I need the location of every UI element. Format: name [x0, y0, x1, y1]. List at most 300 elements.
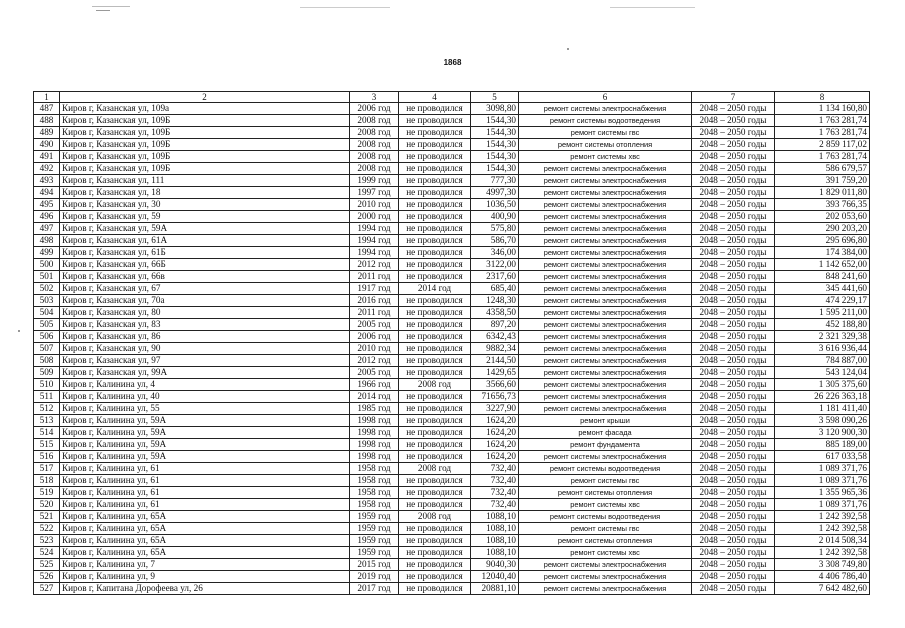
- work-type-cell: ремонт системы электроснабжения: [519, 163, 692, 175]
- work-type-cell: ремонт системы водоотведения: [519, 463, 692, 475]
- last-repair-cell: не проводился: [399, 451, 471, 463]
- build-year-cell: 2016 год: [350, 295, 399, 307]
- area-cell: 777,30: [471, 175, 519, 187]
- build-year-cell: 1958 год: [350, 499, 399, 511]
- row-number-cell: 523: [34, 535, 60, 547]
- cost-cell: 3 308 749,80: [775, 559, 870, 571]
- period-cell: 2048 – 2050 годы: [692, 103, 775, 115]
- period-cell: 2048 – 2050 годы: [692, 475, 775, 487]
- address-cell: Киров г, Казанская ул, 109Б: [60, 115, 350, 127]
- area-cell: 1544,30: [471, 163, 519, 175]
- work-type-cell: ремонт системы хвс: [519, 151, 692, 163]
- scan-speck: [18, 330, 20, 332]
- area-cell: 732,40: [471, 463, 519, 475]
- last-repair-cell: не проводился: [399, 235, 471, 247]
- table-row: [34, 487, 870, 499]
- table-row: [34, 283, 870, 295]
- last-repair-cell: не проводился: [399, 211, 471, 223]
- address-cell: Киров г, Казанская ул, 109а: [60, 103, 350, 115]
- build-year-cell: 1966 год: [350, 379, 399, 391]
- address-cell: Киров г, Казанская ул, 109Б: [60, 163, 350, 175]
- cost-cell: 1 763 281,74: [775, 151, 870, 163]
- area-cell: 732,40: [471, 475, 519, 487]
- area-cell: 346,00: [471, 247, 519, 259]
- build-year-cell: 1994 год: [350, 235, 399, 247]
- last-repair-cell: не проводился: [399, 271, 471, 283]
- work-type-cell: ремонт системы электроснабжения: [519, 199, 692, 211]
- table-row: [34, 307, 870, 319]
- period-cell: 2048 – 2050 годы: [692, 535, 775, 547]
- address-cell: Киров г, Калинина ул, 65А: [60, 547, 350, 559]
- row-number-cell: 517: [34, 463, 60, 475]
- table-row: [34, 367, 870, 379]
- cost-cell: 784 887,00: [775, 355, 870, 367]
- period-cell: 2048 – 2050 годы: [692, 487, 775, 499]
- work-type-cell: ремонт системы водоотведения: [519, 115, 692, 127]
- work-type-cell: ремонт системы отопления: [519, 139, 692, 151]
- work-type-cell: ремонт системы электроснабжения: [519, 247, 692, 259]
- cost-cell: 1 763 281,74: [775, 115, 870, 127]
- address-cell: Киров г, Казанская ул, 83: [60, 319, 350, 331]
- period-cell: 2048 – 2050 годы: [692, 163, 775, 175]
- work-type-cell: ремонт крыши: [519, 415, 692, 427]
- period-cell: 2048 – 2050 годы: [692, 295, 775, 307]
- table-row: [34, 127, 870, 139]
- work-type-cell: ремонт системы отопления: [519, 487, 692, 499]
- header-cell: 1: [34, 92, 60, 103]
- cost-cell: 391 759,20: [775, 175, 870, 187]
- table-row: [34, 415, 870, 427]
- address-cell: Киров г, Калинина ул, 65А: [60, 535, 350, 547]
- work-type-cell: ремонт системы электроснабжения: [519, 331, 692, 343]
- row-number-cell: 524: [34, 547, 60, 559]
- table-row: [34, 199, 870, 211]
- row-number-cell: 499: [34, 247, 60, 259]
- cost-cell: 2 859 117,02: [775, 139, 870, 151]
- row-number-cell: 501: [34, 271, 60, 283]
- row-number-cell: 508: [34, 355, 60, 367]
- address-cell: Киров г, Казанская ул, 86: [60, 331, 350, 343]
- address-cell: Киров г, Казанская ул, 61А: [60, 235, 350, 247]
- work-type-cell: ремонт системы электроснабжения: [519, 175, 692, 187]
- last-repair-cell: не проводился: [399, 367, 471, 379]
- cost-cell: 1 305 375,60: [775, 379, 870, 391]
- table-row: [34, 331, 870, 343]
- last-repair-cell: не проводился: [399, 151, 471, 163]
- last-repair-cell: не проводился: [399, 103, 471, 115]
- work-type-cell: ремонт системы электроснабжения: [519, 355, 692, 367]
- table-row: [34, 463, 870, 475]
- area-cell: 6342,43: [471, 331, 519, 343]
- work-type-cell: ремонт системы гвс: [519, 475, 692, 487]
- work-type-cell: ремонт системы электроснабжения: [519, 403, 692, 415]
- build-year-cell: 1985 год: [350, 403, 399, 415]
- period-cell: 2048 – 2050 годы: [692, 415, 775, 427]
- area-cell: 1088,10: [471, 511, 519, 523]
- row-number-cell: 491: [34, 151, 60, 163]
- cost-cell: 26 226 363,18: [775, 391, 870, 403]
- header-cell: 8: [775, 92, 870, 103]
- area-cell: 1088,10: [471, 535, 519, 547]
- row-number-cell: 509: [34, 367, 60, 379]
- work-type-cell: ремонт системы электроснабжения: [519, 295, 692, 307]
- row-number-cell: 490: [34, 139, 60, 151]
- area-cell: 1429,65: [471, 367, 519, 379]
- table-row: [34, 187, 870, 199]
- period-cell: 2048 – 2050 годы: [692, 451, 775, 463]
- build-year-cell: 1958 год: [350, 475, 399, 487]
- period-cell: 2048 – 2050 годы: [692, 175, 775, 187]
- table-row: [34, 151, 870, 163]
- build-year-cell: 2006 год: [350, 103, 399, 115]
- work-type-cell: ремонт системы водоотведения: [519, 511, 692, 523]
- cost-cell: 202 053,60: [775, 211, 870, 223]
- address-cell: Киров г, Казанская ул, 109Б: [60, 151, 350, 163]
- row-number-cell: 526: [34, 571, 60, 583]
- cost-cell: 586 679,57: [775, 163, 870, 175]
- area-cell: 1088,10: [471, 523, 519, 535]
- period-cell: 2048 – 2050 годы: [692, 307, 775, 319]
- work-type-cell: ремонт системы электроснабжения: [519, 367, 692, 379]
- last-repair-cell: не проводился: [399, 415, 471, 427]
- address-cell: Киров г, Казанская ул, 67: [60, 283, 350, 295]
- last-repair-cell: не проводился: [399, 535, 471, 547]
- cost-cell: 3 120 900,30: [775, 427, 870, 439]
- period-cell: 2048 – 2050 годы: [692, 379, 775, 391]
- row-number-cell: 505: [34, 319, 60, 331]
- last-repair-cell: не проводился: [399, 547, 471, 559]
- area-cell: 1036,50: [471, 199, 519, 211]
- cost-cell: 2 321 329,38: [775, 331, 870, 343]
- period-cell: 2048 – 2050 годы: [692, 391, 775, 403]
- area-cell: 1624,20: [471, 451, 519, 463]
- last-repair-cell: не проводился: [399, 115, 471, 127]
- area-cell: 1248,30: [471, 295, 519, 307]
- work-type-cell: ремонт системы электроснабжения: [519, 283, 692, 295]
- period-cell: 2048 – 2050 годы: [692, 127, 775, 139]
- last-repair-cell: не проводился: [399, 343, 471, 355]
- address-cell: Киров г, Калинина ул, 4: [60, 379, 350, 391]
- address-cell: Киров г, Калинина ул, 65А: [60, 523, 350, 535]
- last-repair-cell: 2008 год: [399, 463, 471, 475]
- cost-cell: 1 829 011,80: [775, 187, 870, 199]
- table-row: [34, 175, 870, 187]
- last-repair-cell: не проводился: [399, 139, 471, 151]
- build-year-cell: 1958 год: [350, 463, 399, 475]
- area-cell: 3566,60: [471, 379, 519, 391]
- row-number-cell: 496: [34, 211, 60, 223]
- cost-cell: 2 014 508,34: [775, 535, 870, 547]
- table-row: [34, 103, 870, 115]
- page-number: 1868: [443, 58, 462, 67]
- period-cell: 2048 – 2050 годы: [692, 187, 775, 199]
- table-row: [34, 475, 870, 487]
- table-row: [34, 547, 870, 559]
- area-cell: 1624,20: [471, 415, 519, 427]
- cost-cell: 452 188,80: [775, 319, 870, 331]
- last-repair-cell: не проводился: [399, 175, 471, 187]
- address-cell: Киров г, Казанская ул, 99А: [60, 367, 350, 379]
- cost-cell: 4 406 786,40: [775, 571, 870, 583]
- last-repair-cell: не проводился: [399, 571, 471, 583]
- cost-cell: 1 142 652,00: [775, 259, 870, 271]
- build-year-cell: 2014 год: [350, 391, 399, 403]
- area-cell: 685,40: [471, 283, 519, 295]
- last-repair-cell: не проводился: [399, 247, 471, 259]
- table-row: [34, 271, 870, 283]
- area-cell: 1624,20: [471, 439, 519, 451]
- row-number-cell: 521: [34, 511, 60, 523]
- row-number-cell: 504: [34, 307, 60, 319]
- cost-cell: 290 203,20: [775, 223, 870, 235]
- cost-cell: 1 242 392,58: [775, 523, 870, 535]
- work-type-cell: ремонт системы гвс: [519, 523, 692, 535]
- table-row: [34, 343, 870, 355]
- table-row: [34, 439, 870, 451]
- cost-cell: 1 763 281,74: [775, 127, 870, 139]
- build-year-cell: 1998 год: [350, 439, 399, 451]
- last-repair-cell: не проводился: [399, 487, 471, 499]
- build-year-cell: 2008 год: [350, 127, 399, 139]
- period-cell: 2048 – 2050 годы: [692, 331, 775, 343]
- work-type-cell: ремонт системы электроснабжения: [519, 211, 692, 223]
- period-cell: 2048 – 2050 годы: [692, 283, 775, 295]
- row-number-cell: 488: [34, 115, 60, 127]
- table-row: [34, 535, 870, 547]
- table-row: [34, 559, 870, 571]
- repair-schedule-table: [33, 91, 870, 595]
- work-type-cell: ремонт фундамента: [519, 439, 692, 451]
- last-repair-cell: не проводился: [399, 391, 471, 403]
- period-cell: 2048 – 2050 годы: [692, 403, 775, 415]
- period-cell: 2048 – 2050 годы: [692, 271, 775, 283]
- work-type-cell: ремонт системы хвс: [519, 547, 692, 559]
- scan-artifact-line: [92, 6, 130, 7]
- address-cell: Киров г, Калинина ул, 65А: [60, 511, 350, 523]
- cost-cell: 848 241,60: [775, 271, 870, 283]
- work-type-cell: ремонт системы электроснабжения: [519, 343, 692, 355]
- build-year-cell: 2000 год: [350, 211, 399, 223]
- row-number-cell: 493: [34, 175, 60, 187]
- last-repair-cell: не проводился: [399, 439, 471, 451]
- header-cell: 4: [399, 92, 471, 103]
- work-type-cell: ремонт системы электроснабжения: [519, 379, 692, 391]
- build-year-cell: 2008 год: [350, 115, 399, 127]
- cost-cell: 174 384,00: [775, 247, 870, 259]
- period-cell: 2048 – 2050 годы: [692, 199, 775, 211]
- period-cell: 2048 – 2050 годы: [692, 523, 775, 535]
- cost-cell: 617 033,58: [775, 451, 870, 463]
- work-type-cell: ремонт системы электроснабжения: [519, 391, 692, 403]
- area-cell: 71656,73: [471, 391, 519, 403]
- cost-cell: 3 616 936,44: [775, 343, 870, 355]
- header-cell: 2: [60, 92, 350, 103]
- period-cell: 2048 – 2050 годы: [692, 211, 775, 223]
- build-year-cell: 1958 год: [350, 487, 399, 499]
- period-cell: 2048 – 2050 годы: [692, 139, 775, 151]
- address-cell: Киров г, Казанская ул, 61Б: [60, 247, 350, 259]
- work-type-cell: ремонт системы электроснабжения: [519, 319, 692, 331]
- area-cell: 575,80: [471, 223, 519, 235]
- area-cell: 2317,60: [471, 271, 519, 283]
- row-number-cell: 520: [34, 499, 60, 511]
- area-cell: 586,70: [471, 235, 519, 247]
- build-year-cell: 2012 год: [350, 355, 399, 367]
- work-type-cell: ремонт системы электроснабжения: [519, 583, 692, 595]
- address-cell: Киров г, Калинина ул, 9: [60, 571, 350, 583]
- period-cell: 2048 – 2050 годы: [692, 259, 775, 271]
- row-number-cell: 522: [34, 523, 60, 535]
- table-row: [34, 391, 870, 403]
- cost-cell: 1 355 965,36: [775, 487, 870, 499]
- address-cell: Киров г, Казанская ул, 59: [60, 211, 350, 223]
- period-cell: 2048 – 2050 годы: [692, 559, 775, 571]
- cost-cell: 1 134 160,80: [775, 103, 870, 115]
- table-row: [34, 163, 870, 175]
- cost-cell: 295 696,80: [775, 235, 870, 247]
- period-cell: 2048 – 2050 годы: [692, 151, 775, 163]
- last-repair-cell: не проводился: [399, 187, 471, 199]
- cost-cell: 1 242 392,58: [775, 511, 870, 523]
- address-cell: Киров г, Казанская ул, 66Б: [60, 259, 350, 271]
- scan-artifact-line: [610, 7, 695, 8]
- build-year-cell: 1994 год: [350, 223, 399, 235]
- area-cell: 1544,30: [471, 151, 519, 163]
- period-cell: 2048 – 2050 годы: [692, 571, 775, 583]
- address-cell: Киров г, Казанская ул, 111: [60, 175, 350, 187]
- build-year-cell: 2010 год: [350, 343, 399, 355]
- row-number-cell: 498: [34, 235, 60, 247]
- area-cell: 3227,90: [471, 403, 519, 415]
- table-row: [34, 523, 870, 535]
- build-year-cell: 1959 год: [350, 547, 399, 559]
- period-cell: 2048 – 2050 годы: [692, 439, 775, 451]
- last-repair-cell: не проводился: [399, 559, 471, 571]
- build-year-cell: 1998 год: [350, 451, 399, 463]
- build-year-cell: 2017 год: [350, 583, 399, 595]
- table-row: [34, 355, 870, 367]
- row-number-cell: 506: [34, 331, 60, 343]
- row-number-cell: 515: [34, 439, 60, 451]
- build-year-cell: 1997 год: [350, 187, 399, 199]
- row-number-cell: 513: [34, 415, 60, 427]
- table-row: [34, 211, 870, 223]
- last-repair-cell: не проводился: [399, 295, 471, 307]
- work-type-cell: ремонт системы электроснабжения: [519, 223, 692, 235]
- build-year-cell: 2005 год: [350, 319, 399, 331]
- table-row: [34, 403, 870, 415]
- cost-cell: 1 595 211,00: [775, 307, 870, 319]
- table-row: [34, 451, 870, 463]
- last-repair-cell: не проводился: [399, 475, 471, 487]
- row-number-cell: 503: [34, 295, 60, 307]
- area-cell: 897,20: [471, 319, 519, 331]
- row-number-cell: 519: [34, 487, 60, 499]
- period-cell: 2048 – 2050 годы: [692, 247, 775, 259]
- area-cell: 1088,10: [471, 547, 519, 559]
- row-number-cell: 516: [34, 451, 60, 463]
- address-cell: Киров г, Казанская ул, 59А: [60, 223, 350, 235]
- address-cell: Киров г, Калинина ул, 59А: [60, 451, 350, 463]
- area-cell: 1544,30: [471, 127, 519, 139]
- address-cell: Киров г, Казанская ул, 109Б: [60, 139, 350, 151]
- scan-speck: [567, 48, 569, 50]
- address-cell: Киров г, Калинина ул, 59А: [60, 439, 350, 451]
- table-row: [34, 571, 870, 583]
- cost-cell: 393 766,35: [775, 199, 870, 211]
- period-cell: 2048 – 2050 годы: [692, 223, 775, 235]
- work-type-cell: ремонт системы электроснабжения: [519, 271, 692, 283]
- area-cell: 3122,00: [471, 259, 519, 271]
- build-year-cell: 2011 год: [350, 271, 399, 283]
- table-row: [34, 295, 870, 307]
- build-year-cell: 2015 год: [350, 559, 399, 571]
- cost-cell: 474 229,17: [775, 295, 870, 307]
- row-number-cell: 497: [34, 223, 60, 235]
- table-row: [34, 223, 870, 235]
- work-type-cell: ремонт системы электроснабжения: [519, 559, 692, 571]
- cost-cell: 1 089 371,76: [775, 463, 870, 475]
- table-body: [34, 103, 870, 595]
- header-cell: 5: [471, 92, 519, 103]
- scan-artifact-line: [300, 7, 390, 8]
- last-repair-cell: не проводился: [399, 523, 471, 535]
- area-cell: 4997,30: [471, 187, 519, 199]
- area-cell: 9882,34: [471, 343, 519, 355]
- row-number-cell: 502: [34, 283, 60, 295]
- area-cell: 12040,40: [471, 571, 519, 583]
- address-cell: Киров г, Калинина ул, 61: [60, 499, 350, 511]
- build-year-cell: 2005 год: [350, 367, 399, 379]
- last-repair-cell: не проводился: [399, 355, 471, 367]
- last-repair-cell: 2008 год: [399, 511, 471, 523]
- header-cell: 7: [692, 92, 775, 103]
- work-type-cell: ремонт системы хвс: [519, 499, 692, 511]
- work-type-cell: ремонт системы электроснабжения: [519, 451, 692, 463]
- work-type-cell: ремонт системы электроснабжения: [519, 187, 692, 199]
- address-cell: Киров г, Капитана Дорофеева ул, 26: [60, 583, 350, 595]
- table-row: [34, 115, 870, 127]
- area-cell: 9040,30: [471, 559, 519, 571]
- build-year-cell: 1959 год: [350, 523, 399, 535]
- row-number-cell: 500: [34, 259, 60, 271]
- last-repair-cell: 2014 год: [399, 283, 471, 295]
- row-number-cell: 487: [34, 103, 60, 115]
- table-row: [34, 427, 870, 439]
- work-type-cell: ремонт системы электроснабжения: [519, 235, 692, 247]
- address-cell: Киров г, Калинина ул, 61: [60, 463, 350, 475]
- build-year-cell: 1917 год: [350, 283, 399, 295]
- period-cell: 2048 – 2050 годы: [692, 547, 775, 559]
- row-number-cell: 525: [34, 559, 60, 571]
- last-repair-cell: не проводился: [399, 163, 471, 175]
- build-year-cell: 2008 год: [350, 139, 399, 151]
- build-year-cell: 1998 год: [350, 415, 399, 427]
- build-year-cell: 2019 год: [350, 571, 399, 583]
- build-year-cell: 1994 год: [350, 247, 399, 259]
- header-cell: 6: [519, 92, 692, 103]
- table-row: [34, 247, 870, 259]
- table-row: [34, 583, 870, 595]
- work-type-cell: ремонт системы электроснабжения: [519, 103, 692, 115]
- scan-artifact-line: [96, 10, 110, 11]
- work-type-cell: ремонт системы гвс: [519, 127, 692, 139]
- area-cell: 732,40: [471, 487, 519, 499]
- last-repair-cell: не проводился: [399, 127, 471, 139]
- row-number-cell: 492: [34, 163, 60, 175]
- build-year-cell: 2008 год: [350, 151, 399, 163]
- last-repair-cell: не проводился: [399, 259, 471, 271]
